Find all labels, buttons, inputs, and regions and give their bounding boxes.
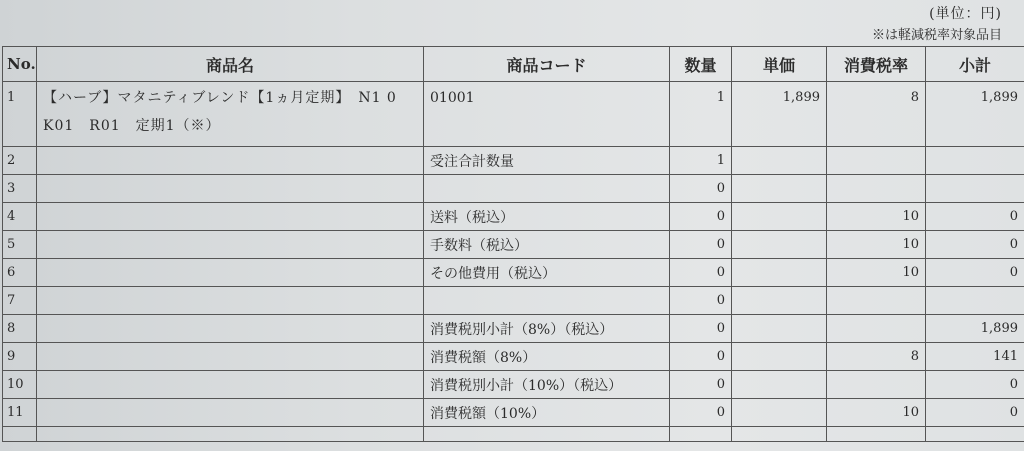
cell-price (732, 259, 827, 287)
table-row (3, 371, 1024, 399)
cell-price (732, 203, 827, 231)
blank-cell (424, 427, 670, 442)
cell-qty: 0 (670, 371, 732, 399)
cell-product-code: 01001 (424, 82, 670, 147)
table-row (3, 315, 1024, 343)
cell-tax-rate: 10 (827, 231, 926, 259)
cell-subtotal (926, 147, 1024, 175)
cell-no: 3 (3, 175, 37, 203)
cell-subtotal: 0 (926, 231, 1024, 259)
cell-price (732, 287, 827, 315)
cell-product-name (37, 343, 424, 371)
cell-subtotal: 141 (926, 343, 1024, 371)
cell-product-code: 消費税額（10%） (424, 399, 670, 427)
cell-qty: 1 (670, 147, 732, 175)
column-header-price: 単価 (732, 47, 827, 82)
cell-subtotal: 0 (926, 259, 1024, 287)
cell-tax-rate: 8 (827, 82, 926, 147)
cell-no: 5 (3, 231, 37, 259)
cell-no: 7 (3, 287, 37, 315)
cell-no: 1 (3, 82, 37, 147)
cell-no: 9 (3, 343, 37, 371)
cell-qty: 0 (670, 343, 732, 371)
cell-qty: 0 (670, 203, 732, 231)
table-row (3, 175, 1024, 203)
column-header-qty: 数量 (670, 47, 732, 82)
cell-no: 11 (3, 399, 37, 427)
cell-no: 8 (3, 315, 37, 343)
cell-no: 2 (3, 147, 37, 175)
cell-qty: 1 (670, 82, 732, 147)
cell-tax-rate: 10 (827, 203, 926, 231)
cell-tax-rate (827, 315, 926, 343)
cell-no: 4 (3, 203, 37, 231)
cell-tax-rate (827, 371, 926, 399)
cell-tax-rate: 10 (827, 259, 926, 287)
cell-subtotal: 0 (926, 399, 1024, 427)
table-row (3, 231, 1024, 259)
cell-price (732, 147, 827, 175)
cell-price (732, 231, 827, 259)
table-blank-row (3, 427, 1024, 442)
cell-product-code (424, 175, 670, 203)
cell-qty: 0 (670, 231, 732, 259)
cell-qty: 0 (670, 399, 732, 427)
blank-cell (732, 427, 827, 442)
items-table (2, 46, 1024, 442)
unit-label: (単位：円) (929, 6, 1002, 22)
table-row (3, 399, 1024, 427)
column-header-subtotal: 小計 (926, 47, 1024, 82)
cell-product-code: 受注合計数量 (424, 147, 670, 175)
column-header-no: No. (3, 47, 37, 82)
cell-product-name (37, 203, 424, 231)
cell-product-name (37, 175, 424, 203)
cell-subtotal (926, 287, 1024, 315)
table-row (3, 203, 1024, 231)
cell-product-code: 送料（税込） (424, 203, 670, 231)
cell-subtotal (926, 175, 1024, 203)
table-row (3, 259, 1024, 287)
cell-price (732, 399, 827, 427)
reduced-tax-note: ※は軽減税率対象品目 (871, 28, 1002, 43)
cell-price: 1,899 (732, 82, 827, 147)
cell-qty: 0 (670, 175, 732, 203)
column-header-tax: 消費税率 (827, 47, 926, 82)
cell-price (732, 175, 827, 203)
blank-cell (926, 427, 1024, 442)
cell-tax-rate: 10 (827, 399, 926, 427)
cell-tax-rate (827, 287, 926, 315)
cell-tax-rate: 8 (827, 343, 926, 371)
cell-product-code: 消費税別小計（8%）（税込） (424, 315, 670, 343)
column-header-name: 商品名 (37, 47, 424, 82)
blank-cell (827, 427, 926, 442)
cell-price (732, 343, 827, 371)
cell-product-name (37, 287, 424, 315)
blank-cell (3, 427, 37, 442)
cell-product-name (37, 259, 424, 287)
cell-product-code: 手数料（税込） (424, 231, 670, 259)
table-header-row (3, 47, 1024, 82)
cell-no: 10 (3, 371, 37, 399)
cell-price (732, 371, 827, 399)
cell-product-name (37, 147, 424, 175)
cell-product-name (37, 371, 424, 399)
cell-tax-rate (827, 147, 926, 175)
table-row (3, 147, 1024, 175)
column-header-code: 商品コード (424, 47, 670, 82)
cell-product-name (37, 315, 424, 343)
cell-subtotal: 1,899 (926, 315, 1024, 343)
cell-subtotal: 0 (926, 203, 1024, 231)
cell-subtotal: 0 (926, 371, 1024, 399)
cell-qty: 0 (670, 287, 732, 315)
cell-product-name: 【ハーブ】マタニティブレンド【1ヵ月定期】 N1 0 K01 R01 定期1（※） (37, 82, 424, 147)
cell-product-code: その他費用（税込） (424, 259, 670, 287)
cell-tax-rate (827, 175, 926, 203)
table-row (3, 343, 1024, 371)
cell-no: 6 (3, 259, 37, 287)
cell-product-name (37, 231, 424, 259)
cell-product-code: 消費税額（8%） (424, 343, 670, 371)
cell-product-code: 消費税別小計（10%）（税込） (424, 371, 670, 399)
blank-cell (670, 427, 732, 442)
table-row (3, 82, 1024, 147)
cell-price (732, 315, 827, 343)
table-row (3, 287, 1024, 315)
cell-product-code (424, 287, 670, 315)
cell-subtotal: 1,899 (926, 82, 1024, 147)
blank-cell (37, 427, 424, 442)
cell-qty: 0 (670, 259, 732, 287)
cell-qty: 0 (670, 315, 732, 343)
cell-product-name (37, 399, 424, 427)
